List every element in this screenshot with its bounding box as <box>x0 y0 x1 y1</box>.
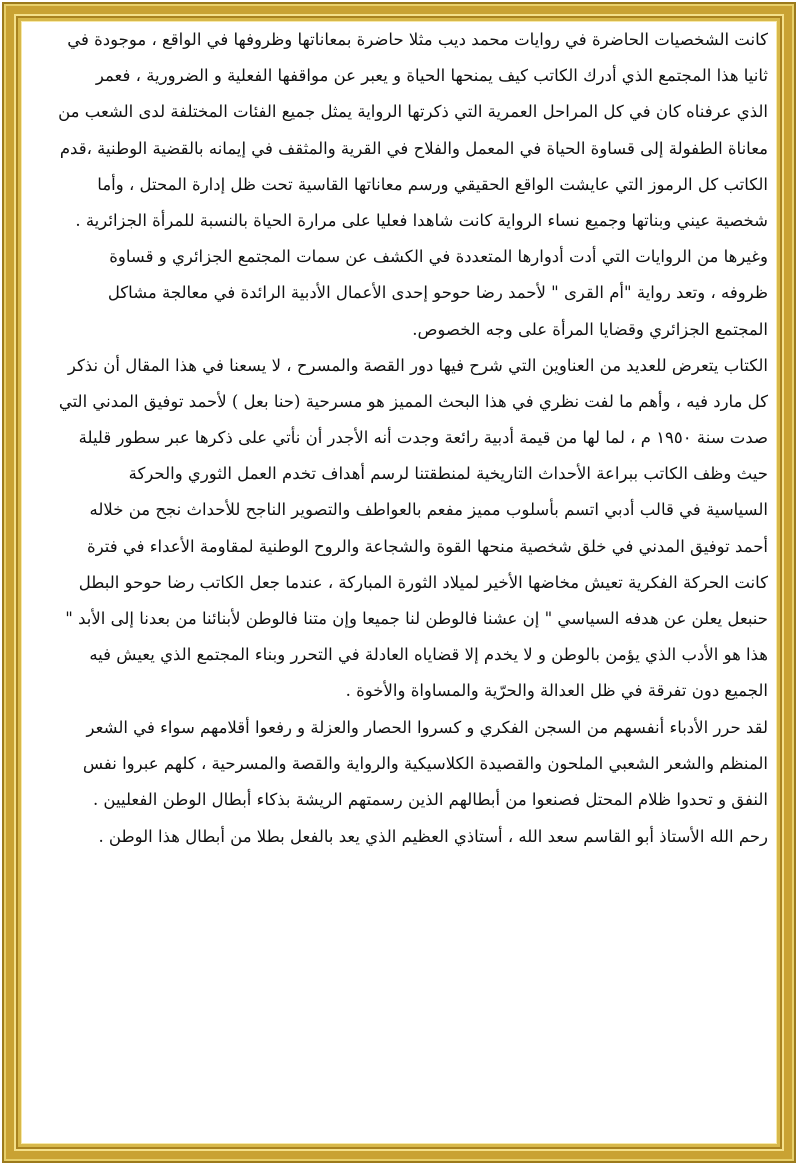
paragraph-3 <box>30 710 768 856</box>
text-line: السياسية في قالب أدبي اتسم بأسلوب مميز مفعم بالعواطف والتصوير الناجح للأحداث نجح من خلاله <box>89 500 768 520</box>
text-line: المنظم والشعر الشعبي الملحون والقصيدة الكلاسيكية والرواية والقصة والمسرحية ، كلهم عبروا نفس <box>82 753 768 773</box>
article-text <box>30 22 768 855</box>
text-line: الذي عرفناه كان في كل المراحل العمرية التي ذكرتها الرواية يمثل جميع الفئات المختلفة لدى الشعب من <box>58 102 768 122</box>
paragraph-1 <box>30 22 768 348</box>
text-line: لقد حرر الأدباء أنفسهم من السجن الفكري و كسروا الحصار والعزلة و رفعوا أقلامهم سواء في الشعر <box>86 717 768 737</box>
text-line: كانت الشخصيات الحاضرة في روايات محمد ديب مثلا حاضرة بمعاناتها وظروفها في الواقع ، موجودة في <box>67 30 768 49</box>
text-line: شخصية عيني وبناتها وجميع نساء الرواية كانت شاهدا فعليا على مرارة الحياة بالنسبة للمرأة الجزائرية . <box>75 210 768 230</box>
text-line: ظروفه ، وتعد رواية "أم القرى " لأحمد رضا حوحو إحدى الأعمال الأدبية الرائدة في معالجة مشاكل <box>107 283 768 303</box>
text-line: وغيرها من الروايات التي أدت أدوارها المتعددة في الكشف عن سمات المجتمع الجزائري و قساوة <box>109 247 768 267</box>
text-line: كانت الحركة الفكرية تعيش مخاضها الأخير لميلاد الثورة المباركة ، عندما جعل الكاتب رضا حوحو البطل <box>78 572 768 592</box>
text-line: المجتمع الجزائري وقضايا المرأة على وجه الخصوص. <box>412 319 768 339</box>
text-line: النفق و تحدوا ظلام المحتل فصنعوا من أبطالهم الذين رسمتهم الريشة بذكاء أبطال الوطن الفعليين . <box>92 790 768 810</box>
text-line: الكاتب كل الرموز التي عايشت الواقع الحقيقي ورسم معاناتها القاسية تحت ظل إدارة المحتل ، وأما <box>97 174 768 194</box>
text-line: ثانيا هذا المجتمع الذي أدرك الكاتب كيف يمنحها الحياة و يعبر عن مواقفها الفعلية و الضرورية ، فعمر <box>95 66 768 86</box>
text-line: الكتاب يتعرض للعديد من العناوين التي شرح فيها دور القصة والمسرح ، لا يسعنا في هذا المقال أن نذكر <box>67 355 768 375</box>
text-line: هذا هو الأدب الذي يؤمن بالوطن و لا يخدم إلا قضاياه العادلة في التحرر وبناء المجتمع الذي يعيش فيه <box>89 645 768 665</box>
text-line: أحمد توفيق المدني في خلق شخصية منحها القوة والشجاعة والروح الوطنية لمقاومة الأعداء في فترة <box>87 536 768 556</box>
text-line: صدت سنة ١٩٥٠ م ، لما لها من قيمة أدبية رائعة وجدت أنه الأجدر أن نأتي على ذكرها عبر سطور قليلة <box>78 428 768 448</box>
text-line: حيث وظف الكاتب ببراعة الأحداث التاريخية لمنطقتنا لرسم أهداف تخدم العمل الثوري والحركة <box>128 464 768 484</box>
text-line: رحم الله الأستاذ أبو القاسم سعد الله ، أستاذي العظيم الذي يعد بالفعل بطلا من أبطال هذا الوطن . <box>98 826 768 846</box>
text-line: كل مارد فيه ، وأهم ما لفت نظري في هذا البحث المميز هو مسرحية (حنا بعل ) لأحمد توفيق المدني التي <box>58 391 768 411</box>
paragraph-2 <box>30 348 768 710</box>
text-line: معاناة الطفولة إلى قساوة الحياة في المعمل والفلاح في القرية والمثقف في إيمانه بالقضية الوطنية ،قدم <box>59 138 768 158</box>
text-line: حنبعل يعلن عن هدفه السياسي " إن عشنا فالوطن لنا جميعا وإن متنا فالوطن لأبنائنا من بعدنا إلى الأبد " <box>65 609 768 628</box>
text-line: الجميع دون تفرقة في ظل العدالة والحرّية والمساواة والأخوة . <box>345 681 768 701</box>
